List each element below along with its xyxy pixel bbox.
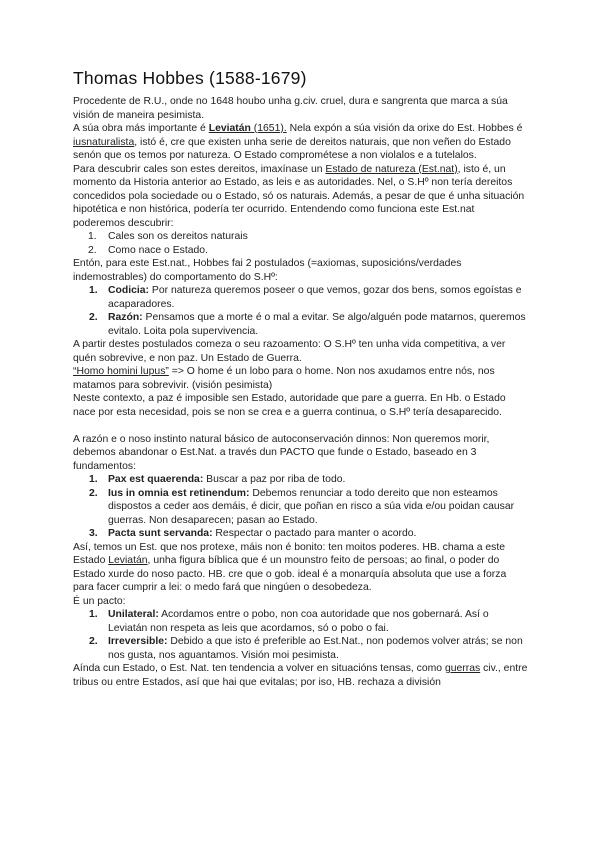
page-title: Thomas Hobbes (1588-1679) [73,68,307,88]
leviathan-title: Leviatán [208,123,251,134]
list-item [73,284,529,311]
list-text: Debemos renunciar a todo dereito que non esteamos dispostos a ceder aos demáis, é dicir, que poñan en risco a súa vida e/ou poidan causar guerras. Non desaparecen; pasan ao Estado. [108,487,515,526]
list-text: Respectar o pactado para manter o acordo. [212,528,417,539]
list-label: Pax est quaerenda: [108,474,204,485]
list-number: 2. [88,244,97,256]
postulates-list [73,284,529,338]
paragraph-leviathan-state [73,541,529,595]
text-run: , unha figura bíblica que é un mounstro feito de persoas; ao final, o poder do Estado xurde do noso pacto. HB. cre que o gob. ideal é a monarquía absoluta que use a forza para facer cumprir a lei: o medo fará que ningúen o desobedeza. [73,555,507,593]
list-label: Razón: [108,312,143,323]
paragraph-wars [73,662,529,689]
list-text: Por natureza queremos poseer o que vemos, gozar dos bens, somos egoístas e acaparadores. [108,285,522,310]
list-number: 1. [88,231,97,242]
paragraph-state-of-nature [73,163,529,231]
list-item [73,244,529,258]
term-wars: guerras [444,663,481,674]
text-run: Nela expón a súa visión da orixe do Est. Hobbes é [286,123,523,134]
text-run: Aínda cun Estado, o Est. Nat. ten tendencia a volver en situacións tensas, como [73,663,445,674]
paragraph-homo-homini-lupus [73,365,529,392]
document-page [73,68,529,689]
list-number: 2. [89,487,98,499]
pact-characteristics-list [73,608,529,662]
list-item [73,487,529,528]
list-label: Unilateral: [108,609,159,620]
list-item [73,527,529,541]
list-item [73,230,529,244]
paragraph-main-work [73,122,529,163]
list-number: 3. [89,528,98,539]
term-leviathan: Leviatán [108,555,148,566]
paragraph-postulates: Entón, para este Est.nat., Hobbes fai 2 postulados (=axiomas, suposicións/verdades indemostrables) do comportamento do S.Hº: [73,258,462,283]
list-text: Pensamos que a morte é o mal a evitar. Se algo/alguén pode matarnos, queremos evitalo. Loita pola supervivencia. [108,312,526,337]
text-run: A súa obra más importante é [73,123,209,134]
fundamentals-list [73,473,529,541]
list-label: Pacta sunt servanda: [108,528,213,539]
list-text: Buscar a paz por riba de todo. [203,474,346,485]
text-run: civ., entre tribus ou entre Estados, así que hai que evitalas; por iso, HB. rechaza a división [73,663,528,688]
discovery-list [73,230,529,257]
list-number: 1. [89,609,98,620]
list-item [73,311,529,338]
text-run: , istó é, cre que existen unha serie de dereitos naturais, que non veñen do Estado senón que os temos por natureza. O Estado comprométese a non violalos e a tutelalos. [73,136,511,161]
list-text: Acordamos entre o pobo, non coa autoridade que nos gobernará. Así o Leviatán non respeta as leis que acordamos, só o pobo o fai. [108,609,489,634]
text-run: Así, temos un Est. que nos protexe, máis non é bonito: ten moitos poderes. HB. chama a este Estado [73,541,506,566]
list-number: 1. [89,474,98,485]
list-number: 1. [89,285,98,296]
text-run: , isto é, un momento da Historia anterior ao Estado, as leis e as autoridades. Nel, o S.Hº non tería dereitos concedidos pola sociedade ou o Estado, só os naturais. Además, a pesar de que é unha situación hipotética e non histórica, podería ter ocurrido. Entendendo como funciona este Est.nat poderemos descubrir: [73,163,525,229]
list-label: Codicia: [108,285,149,296]
term-iusnaturalista: iusnaturalista [73,136,135,148]
list-number: 2. [89,312,98,323]
list-text: Como nace o Estado. [108,244,208,256]
list-label: Irreversible: [108,636,168,647]
paragraph-peace: Neste contexto, a paz é imposible sen Estado, autoridade que pare a guerra. En Hb. o Estado nace por esta necesidad, pois se non se crea e a guerra continua, o S.Hº tería desaparecido. [73,393,506,418]
list-number: 2. [89,636,98,647]
paragraph-pact: A razón e o noso instinto natural básico de autoconservación dinnos: Non queremos morir, debemos abandonar o Est.Nat. a través dun PACTO que funde o Estado, baseado en 3 fundamentos: [73,433,490,472]
list-item [73,608,529,635]
text-run: Para descubrir cales son estes dereitos, imaxínase un [73,163,326,175]
paragraph-reasoning: A partir destes postulados comeza o seu razoamento: O S.Hº ten unha vida competitiva, a ver quén sobrevive, e non paz. Un Estado de Guerra. [73,339,506,364]
list-text: Debido a que isto é preferible ao Est.Nat., non podemos volver atrás; se non nos gusta, nos aguantamos. Visión moi pesimista. [108,636,523,661]
paragraph-pact-type: É un pacto: [73,595,126,607]
list-text: Cales son os dereitos naturais [108,231,248,242]
text-run: => O home é un lobo para o home. Non nos axudamos entre nós, nos matamos para sobrevivir. (visión pesimista) [73,366,495,391]
leviathan-year: (1651). [250,123,287,134]
list-item [73,635,529,662]
term-state-of-nature: Estado de natureza (Est.nat) [325,163,458,175]
list-label: Ius in omnia est retinendum: [108,487,250,499]
spacer [73,419,529,433]
list-item [73,473,529,487]
paragraph-origin: Procedente de R.U., onde no 1648 houbo unha g.civ. cruel, dura e sangrenta que marca a súa visión de maneira pesimista. [73,96,508,121]
quote-homo-homini-lupus: “Homo homini lupus” [73,366,169,377]
